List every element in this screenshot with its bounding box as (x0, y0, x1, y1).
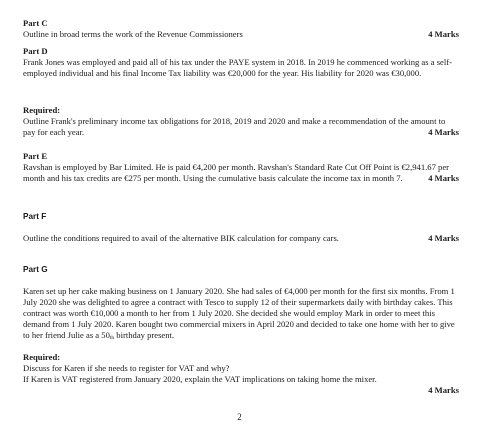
part-f-heading: Part F (23, 212, 47, 221)
part-e-marks: 4 Marks (428, 173, 459, 183)
part-g-text-main: Karen set up her cake making business on 1 January 2020. She had sales of €4,000 per month for the first six months. From 1 July 2020 she was delighted to agree a contract with Tesco to supply 12 of their supermarkets daily with birthday cakes. This contract was worth €10,000 a month to her from 1 July 2020. She decided she would employ Mark in order to meet this demand from 1 July 2020. Karen bought two commercial mixers in April 2020 and decided to take one home with her to give to her friend Julie as a 50 (23, 286, 455, 340)
part-f-question: Outline the conditions required to avail of the alternative BIK calculation for company cars. (23, 233, 339, 243)
part-g-required-section (23, 352, 459, 396)
part-c-heading: Part C (23, 18, 48, 28)
part-g-section (23, 264, 459, 341)
part-c-marks: 4 Marks (428, 29, 459, 39)
part-g-marks: 4 Marks (428, 385, 459, 395)
part-g-required-label: Required: (23, 352, 61, 362)
part-c-question-row (23, 29, 459, 40)
part-c-section (23, 18, 459, 40)
part-e-heading: Part E (23, 151, 48, 161)
part-f-section (23, 211, 459, 244)
part-g-required-line1: Discuss for Karen if she needs to register for VAT and why? (23, 363, 230, 373)
part-e-section (23, 151, 459, 184)
part-d-heading: Part D (23, 46, 48, 56)
part-d-required-label: Required: (23, 105, 61, 115)
part-g-text-end: birthday present. (114, 330, 175, 340)
part-g-text (23, 286, 459, 341)
part-d-marks: 4 Marks (428, 127, 459, 137)
part-d-section (23, 46, 459, 79)
page-number: 2 (237, 412, 242, 422)
part-f-question-row (23, 233, 459, 244)
part-d-required-text: Outline Frank's preliminary income tax obligations for 2018, 2019 and 2020 and make a recommendation of the amount to pay for each year. (23, 116, 446, 137)
part-e-text: Ravshan is employed by Bar Limited. He is paid €4,200 per month. Ravshan's Standard Rate Cut Off Point is €2,941.67 per month and his tax credits are €275 per month. Using the cumulative basis calculate the income tax in month 7. (23, 162, 450, 183)
part-g-required-line2: If Karen is VAT registered from January 2020, explain the VAT implications on taking home the mixer. (23, 374, 377, 384)
part-g-heading: Part G (23, 265, 48, 274)
part-d-required-section (23, 105, 459, 138)
part-f-marks: 4 Marks (428, 233, 459, 243)
part-c-question: Outline in broad terms the work of the Revenue Commissioners (23, 29, 243, 39)
part-g-text-superscript: th (109, 335, 115, 341)
part-d-text: Frank Jones was employed and paid all of his tax under the PAYE system in 2018. In 2019 he commenced working as a self-employed individual and his final Income Tax liability was €20,000 for the year. His liability for 2020 was €30,000. (23, 57, 452, 78)
